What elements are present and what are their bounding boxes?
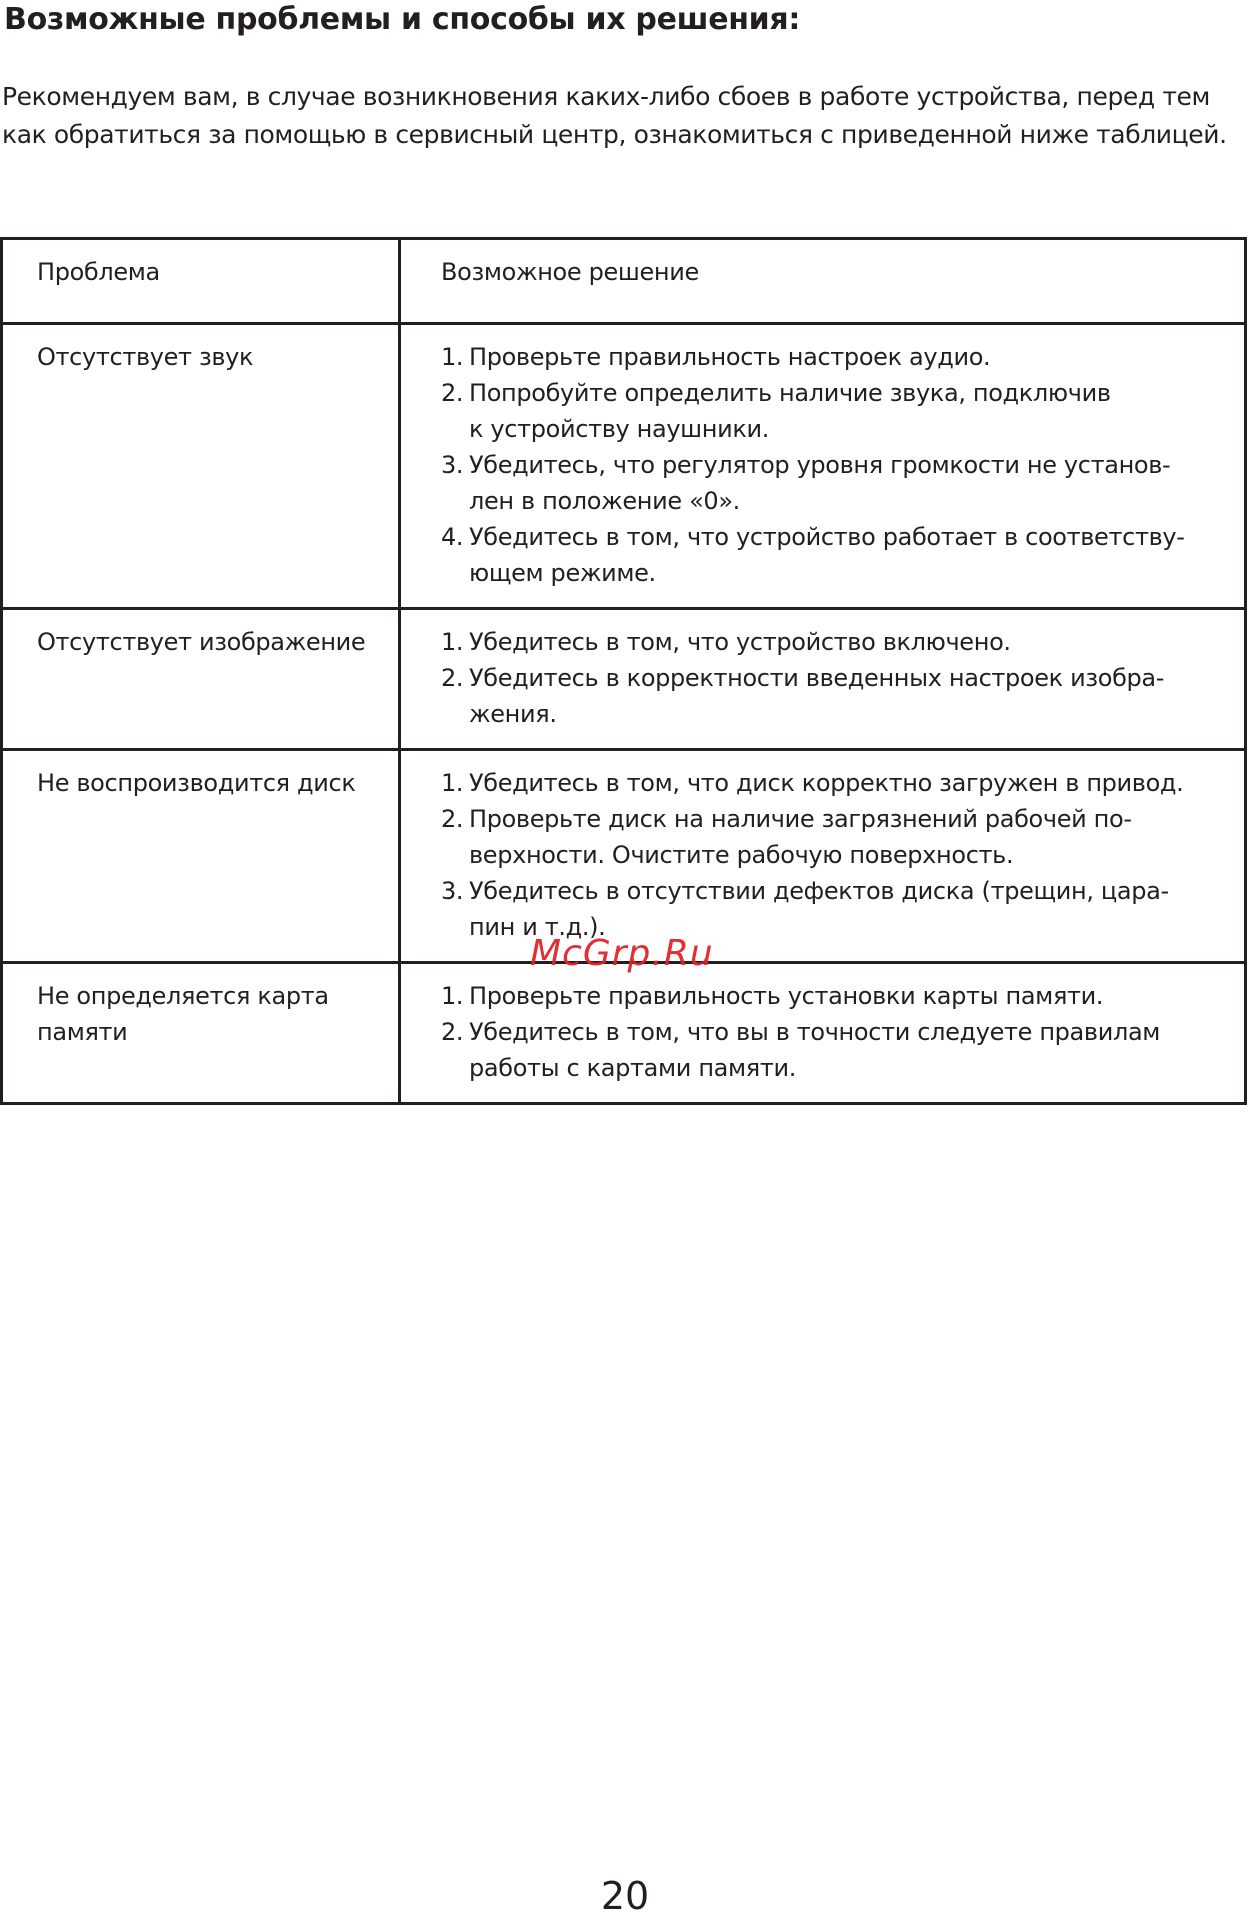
problem-text: Отсутствует изображение [37, 628, 366, 656]
solution-step [441, 339, 1234, 375]
step-text: Убедитесь, что регулятор уровня громкости не установ- лен в положение «0». [469, 451, 1171, 515]
step-number: 2. [441, 805, 464, 833]
step-number: 1. [441, 982, 464, 1010]
header-solution: Возможное решение [400, 239, 1246, 324]
step-number: 1. [441, 769, 464, 797]
step-text: Проверьте диск на наличие загрязнений рабочей по- верхности. Очистите рабочую поверхность. [469, 805, 1132, 869]
problem-cell [2, 609, 400, 750]
step-number: 1. [441, 343, 464, 371]
step-number: 2. [441, 664, 464, 692]
solution-step [441, 624, 1234, 660]
step-number: 1. [441, 628, 464, 656]
problem-cell [2, 963, 400, 1104]
step-number: 3. [441, 451, 464, 479]
problem-text: Не определяется карта памяти [37, 982, 329, 1046]
solution-cell [400, 324, 1246, 609]
solution-step [441, 801, 1234, 873]
problem-cell [2, 324, 400, 609]
step-number: 3. [441, 877, 464, 905]
table-row [2, 963, 1246, 1104]
intro-paragraph: Рекомендуем вам, в случае возникновения каких-либо сбоев в работе устройства, перед тем как обратиться за помощью в сервисный центр, ознакомиться с приведенной ниже таблицей. [2, 82, 1227, 149]
step-text: Убедитесь в том, что диск корректно загружен в привод. [469, 769, 1184, 797]
solution-step [441, 447, 1234, 519]
step-text: Убедитесь в том, что устройство включено. [469, 628, 1011, 656]
step-text: Убедитесь в том, что устройство работает в соответству- ющем режиме. [469, 523, 1185, 587]
step-number: 2. [441, 379, 464, 407]
solution-step [441, 1014, 1234, 1086]
solution-step [441, 375, 1234, 447]
solution-cell [400, 750, 1246, 963]
step-number: 4. [441, 523, 464, 551]
table-row [2, 609, 1246, 750]
page-title: Возможные проблемы и способы их решения: [4, 2, 801, 37]
problem-text: Отсутствует звук [37, 343, 254, 371]
solution-step [441, 978, 1234, 1014]
troubleshooting-table [0, 237, 1247, 1105]
problem-text: Не воспроизводится диск [37, 769, 356, 797]
step-number: 2. [441, 1018, 464, 1046]
page-number: 20 [600, 1874, 650, 1918]
table-row [2, 324, 1246, 609]
watermark: McGrp.Ru [530, 933, 714, 974]
table-header-row [2, 239, 1246, 324]
header-problem: Проблема [2, 239, 400, 324]
step-text: Проверьте правильность установки карты памяти. [469, 982, 1104, 1010]
step-text: Убедитесь в отсутствии дефектов диска (трещин, цара- пин и т.д.). [469, 877, 1169, 941]
table-row [2, 750, 1246, 963]
solution-cell [400, 963, 1246, 1104]
step-text: Убедитесь в корректности введенных настроек изобра- жения. [469, 664, 1165, 728]
solution-step [441, 660, 1234, 732]
solution-step [441, 519, 1234, 591]
step-text: Убедитесь в том, что вы в точности следуете правилам работы с картами памяти. [469, 1018, 1161, 1082]
step-text: Попробуйте определить наличие звука, подключив к устройству наушники. [469, 379, 1111, 443]
solution-cell [400, 609, 1246, 750]
step-text: Проверьте правильность настроек аудио. [469, 343, 991, 371]
solution-step [441, 765, 1234, 801]
problem-cell [2, 750, 400, 963]
